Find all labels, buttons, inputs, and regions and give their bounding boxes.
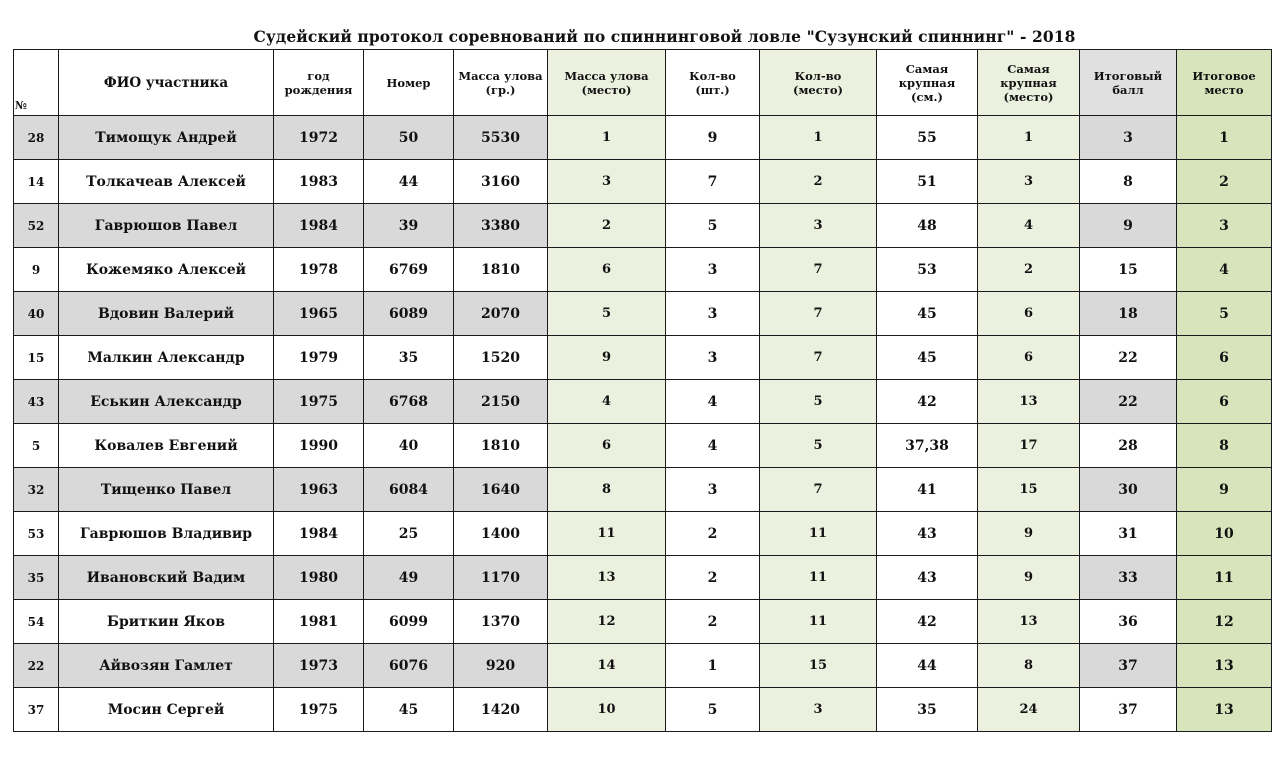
cell-biggest: 37,38 bbox=[877, 424, 978, 468]
cell-num: 9 bbox=[14, 248, 59, 292]
cell-count: 5 bbox=[666, 204, 760, 248]
cell-final-place: 1 bbox=[1177, 116, 1272, 160]
cell-biggest-place: 13 bbox=[978, 600, 1080, 644]
cell-name: Мосин Сергей bbox=[59, 688, 274, 732]
cell-total-score: 33 bbox=[1080, 556, 1177, 600]
cell-biggest: 35 bbox=[877, 688, 978, 732]
cell-count-place: 3 bbox=[760, 688, 877, 732]
cell-name: Тищенко Павел bbox=[59, 468, 274, 512]
cell-catch-mass: 920 bbox=[454, 644, 548, 688]
header-count: Кол-во (шт.) bbox=[666, 50, 760, 116]
cell-count-place: 15 bbox=[760, 644, 877, 688]
cell-name: Гаврюшов Павел bbox=[59, 204, 274, 248]
table-header-row bbox=[14, 50, 1272, 116]
cell-catch-mass: 1420 bbox=[454, 688, 548, 732]
cell-name: Бриткин Яков bbox=[59, 600, 274, 644]
cell-count: 7 bbox=[666, 160, 760, 204]
cell-final-place: 11 bbox=[1177, 556, 1272, 600]
cell-catch-mass-place: 8 bbox=[548, 468, 666, 512]
cell-number: 6768 bbox=[364, 380, 454, 424]
cell-final-place: 6 bbox=[1177, 336, 1272, 380]
table-row bbox=[14, 336, 1272, 380]
table-row bbox=[14, 644, 1272, 688]
cell-count-place: 7 bbox=[760, 292, 877, 336]
cell-birth-year: 1973 bbox=[274, 644, 364, 688]
cell-number: 45 bbox=[364, 688, 454, 732]
cell-catch-mass-place: 13 bbox=[548, 556, 666, 600]
cell-num: 5 bbox=[14, 424, 59, 468]
cell-name: Вдовин Валерий bbox=[59, 292, 274, 336]
cell-number: 6099 bbox=[364, 600, 454, 644]
cell-biggest: 44 bbox=[877, 644, 978, 688]
cell-final-place: 5 bbox=[1177, 292, 1272, 336]
cell-num: 37 bbox=[14, 688, 59, 732]
cell-final-place: 3 bbox=[1177, 204, 1272, 248]
cell-catch-mass: 2070 bbox=[454, 292, 548, 336]
cell-birth-year: 1965 bbox=[274, 292, 364, 336]
cell-num: 14 bbox=[14, 160, 59, 204]
cell-birth-year: 1963 bbox=[274, 468, 364, 512]
cell-biggest-place: 3 bbox=[978, 160, 1080, 204]
cell-total-score: 22 bbox=[1080, 336, 1177, 380]
cell-number: 44 bbox=[364, 160, 454, 204]
cell-birth-year: 1975 bbox=[274, 380, 364, 424]
header-birth-year: год рождения bbox=[274, 50, 364, 116]
cell-biggest-place: 13 bbox=[978, 380, 1080, 424]
cell-total-score: 18 bbox=[1080, 292, 1177, 336]
cell-count-place: 5 bbox=[760, 380, 877, 424]
header-count-place: Кол-во (место) bbox=[760, 50, 877, 116]
cell-biggest-place: 9 bbox=[978, 556, 1080, 600]
cell-count-place: 2 bbox=[760, 160, 877, 204]
cell-number: 39 bbox=[364, 204, 454, 248]
table-row bbox=[14, 380, 1272, 424]
cell-catch-mass-place: 14 bbox=[548, 644, 666, 688]
cell-biggest-place: 8 bbox=[978, 644, 1080, 688]
cell-total-score: 28 bbox=[1080, 424, 1177, 468]
cell-name: Айвозян Гамлет bbox=[59, 644, 274, 688]
cell-biggest-place: 6 bbox=[978, 292, 1080, 336]
cell-birth-year: 1979 bbox=[274, 336, 364, 380]
cell-number: 6089 bbox=[364, 292, 454, 336]
cell-biggest-place: 15 bbox=[978, 468, 1080, 512]
cell-num: 22 bbox=[14, 644, 59, 688]
cell-birth-year: 1984 bbox=[274, 512, 364, 556]
cell-birth-year: 1981 bbox=[274, 600, 364, 644]
cell-biggest-place: 4 bbox=[978, 204, 1080, 248]
cell-biggest: 43 bbox=[877, 556, 978, 600]
cell-number: 25 bbox=[364, 512, 454, 556]
table-row bbox=[14, 160, 1272, 204]
cell-birth-year: 1990 bbox=[274, 424, 364, 468]
results-table bbox=[13, 49, 1272, 732]
cell-total-score: 8 bbox=[1080, 160, 1177, 204]
cell-count: 9 bbox=[666, 116, 760, 160]
table-row bbox=[14, 424, 1272, 468]
cell-number: 6076 bbox=[364, 644, 454, 688]
cell-count-place: 3 bbox=[760, 204, 877, 248]
cell-total-score: 9 bbox=[1080, 204, 1177, 248]
table-row bbox=[14, 292, 1272, 336]
cell-final-place: 2 bbox=[1177, 160, 1272, 204]
cell-count: 3 bbox=[666, 248, 760, 292]
cell-biggest: 51 bbox=[877, 160, 978, 204]
header-biggest-place: Самая крупная (место) bbox=[978, 50, 1080, 116]
cell-count: 2 bbox=[666, 600, 760, 644]
cell-final-place: 10 bbox=[1177, 512, 1272, 556]
cell-catch-mass: 1370 bbox=[454, 600, 548, 644]
cell-name: Еськин Александр bbox=[59, 380, 274, 424]
cell-num: 32 bbox=[14, 468, 59, 512]
table-row bbox=[14, 468, 1272, 512]
header-final-place: Итоговое место bbox=[1177, 50, 1272, 116]
cell-count-place: 5 bbox=[760, 424, 877, 468]
cell-total-score: 22 bbox=[1080, 380, 1177, 424]
table-row bbox=[14, 688, 1272, 732]
cell-catch-mass-place: 12 bbox=[548, 600, 666, 644]
header-total-score: Итоговый балл bbox=[1080, 50, 1177, 116]
cell-number: 49 bbox=[364, 556, 454, 600]
cell-name: Ковалев Евгений bbox=[59, 424, 274, 468]
cell-name: Кожемяко Алексей bbox=[59, 248, 274, 292]
cell-catch-mass-place: 2 bbox=[548, 204, 666, 248]
cell-count: 3 bbox=[666, 292, 760, 336]
cell-biggest-place: 17 bbox=[978, 424, 1080, 468]
page-title: Судейский протокол соревнований по спиннинговой ловле "Сузунский спиннинг" - 2018 bbox=[253, 27, 1076, 46]
cell-catch-mass: 5530 bbox=[454, 116, 548, 160]
cell-catch-mass-place: 9 bbox=[548, 336, 666, 380]
cell-catch-mass-place: 3 bbox=[548, 160, 666, 204]
cell-final-place: 4 bbox=[1177, 248, 1272, 292]
cell-birth-year: 1978 bbox=[274, 248, 364, 292]
cell-biggest-place: 9 bbox=[978, 512, 1080, 556]
cell-name: Гаврюшов Владивир bbox=[59, 512, 274, 556]
cell-biggest: 45 bbox=[877, 336, 978, 380]
cell-final-place: 13 bbox=[1177, 644, 1272, 688]
table-row bbox=[14, 204, 1272, 248]
cell-catch-mass: 1640 bbox=[454, 468, 548, 512]
cell-catch-mass: 1810 bbox=[454, 248, 548, 292]
header-catch-mass: Масса улова (гр.) bbox=[454, 50, 548, 116]
cell-biggest-place: 2 bbox=[978, 248, 1080, 292]
cell-final-place: 13 bbox=[1177, 688, 1272, 732]
cell-name: Толкачеав Алексей bbox=[59, 160, 274, 204]
cell-number: 35 bbox=[364, 336, 454, 380]
cell-catch-mass-place: 10 bbox=[548, 688, 666, 732]
cell-count-place: 11 bbox=[760, 556, 877, 600]
cell-number: 50 bbox=[364, 116, 454, 160]
cell-count: 2 bbox=[666, 556, 760, 600]
header-catch-mass-place: Масса улова (место) bbox=[548, 50, 666, 116]
header-name: ФИО участника bbox=[59, 50, 274, 116]
cell-total-score: 37 bbox=[1080, 688, 1177, 732]
cell-catch-mass: 3160 bbox=[454, 160, 548, 204]
cell-total-score: 30 bbox=[1080, 468, 1177, 512]
cell-final-place: 8 bbox=[1177, 424, 1272, 468]
cell-final-place: 12 bbox=[1177, 600, 1272, 644]
cell-number: 6084 bbox=[364, 468, 454, 512]
cell-count: 5 bbox=[666, 688, 760, 732]
cell-biggest: 53 bbox=[877, 248, 978, 292]
cell-catch-mass-place: 5 bbox=[548, 292, 666, 336]
cell-biggest: 42 bbox=[877, 600, 978, 644]
cell-catch-mass: 2150 bbox=[454, 380, 548, 424]
header-biggest: Самая крупная (см.) bbox=[877, 50, 978, 116]
cell-count-place: 1 bbox=[760, 116, 877, 160]
table-row bbox=[14, 512, 1272, 556]
cell-name: Ивановский Вадим bbox=[59, 556, 274, 600]
cell-biggest-place: 6 bbox=[978, 336, 1080, 380]
cell-name: Тимощук Андрей bbox=[59, 116, 274, 160]
cell-birth-year: 1983 bbox=[274, 160, 364, 204]
cell-birth-year: 1972 bbox=[274, 116, 364, 160]
cell-num: 40 bbox=[14, 292, 59, 336]
table-row bbox=[14, 556, 1272, 600]
cell-total-score: 37 bbox=[1080, 644, 1177, 688]
cell-num: 43 bbox=[14, 380, 59, 424]
cell-catch-mass: 3380 bbox=[454, 204, 548, 248]
table-row bbox=[14, 248, 1272, 292]
cell-count-place: 7 bbox=[760, 468, 877, 512]
cell-num: 52 bbox=[14, 204, 59, 248]
cell-biggest: 42 bbox=[877, 380, 978, 424]
table-row bbox=[14, 600, 1272, 644]
cell-biggest: 43 bbox=[877, 512, 978, 556]
cell-count-place: 11 bbox=[760, 600, 877, 644]
cell-catch-mass-place: 6 bbox=[548, 248, 666, 292]
cell-count: 3 bbox=[666, 336, 760, 380]
cell-count: 2 bbox=[666, 512, 760, 556]
cell-count: 1 bbox=[666, 644, 760, 688]
cell-total-score: 15 bbox=[1080, 248, 1177, 292]
cell-total-score: 36 bbox=[1080, 600, 1177, 644]
header-number: Номер bbox=[364, 50, 454, 116]
cell-count: 4 bbox=[666, 424, 760, 468]
cell-count-place: 11 bbox=[760, 512, 877, 556]
cell-number: 6769 bbox=[364, 248, 454, 292]
cell-name: Малкин Александр bbox=[59, 336, 274, 380]
cell-biggest: 55 bbox=[877, 116, 978, 160]
cell-biggest: 41 bbox=[877, 468, 978, 512]
cell-catch-mass-place: 11 bbox=[548, 512, 666, 556]
cell-catch-mass: 1520 bbox=[454, 336, 548, 380]
cell-count-place: 7 bbox=[760, 248, 877, 292]
cell-biggest: 45 bbox=[877, 292, 978, 336]
cell-num: 53 bbox=[14, 512, 59, 556]
cell-num: 35 bbox=[14, 556, 59, 600]
header-num: № bbox=[14, 50, 59, 116]
cell-total-score: 31 bbox=[1080, 512, 1177, 556]
cell-catch-mass-place: 6 bbox=[548, 424, 666, 468]
cell-biggest-place: 1 bbox=[978, 116, 1080, 160]
cell-birth-year: 1984 bbox=[274, 204, 364, 248]
cell-catch-mass: 1170 bbox=[454, 556, 548, 600]
cell-biggest: 48 bbox=[877, 204, 978, 248]
cell-num: 28 bbox=[14, 116, 59, 160]
table-row bbox=[14, 116, 1272, 160]
cell-final-place: 6 bbox=[1177, 380, 1272, 424]
cell-total-score: 3 bbox=[1080, 116, 1177, 160]
cell-final-place: 9 bbox=[1177, 468, 1272, 512]
cell-catch-mass: 1400 bbox=[454, 512, 548, 556]
cell-count: 3 bbox=[666, 468, 760, 512]
cell-birth-year: 1975 bbox=[274, 688, 364, 732]
cell-num: 15 bbox=[14, 336, 59, 380]
cell-count-place: 7 bbox=[760, 336, 877, 380]
cell-birth-year: 1980 bbox=[274, 556, 364, 600]
cell-count: 4 bbox=[666, 380, 760, 424]
cell-number: 40 bbox=[364, 424, 454, 468]
cell-biggest-place: 24 bbox=[978, 688, 1080, 732]
cell-catch-mass: 1810 bbox=[454, 424, 548, 468]
cell-catch-mass-place: 4 bbox=[548, 380, 666, 424]
cell-num: 54 bbox=[14, 600, 59, 644]
cell-catch-mass-place: 1 bbox=[548, 116, 666, 160]
